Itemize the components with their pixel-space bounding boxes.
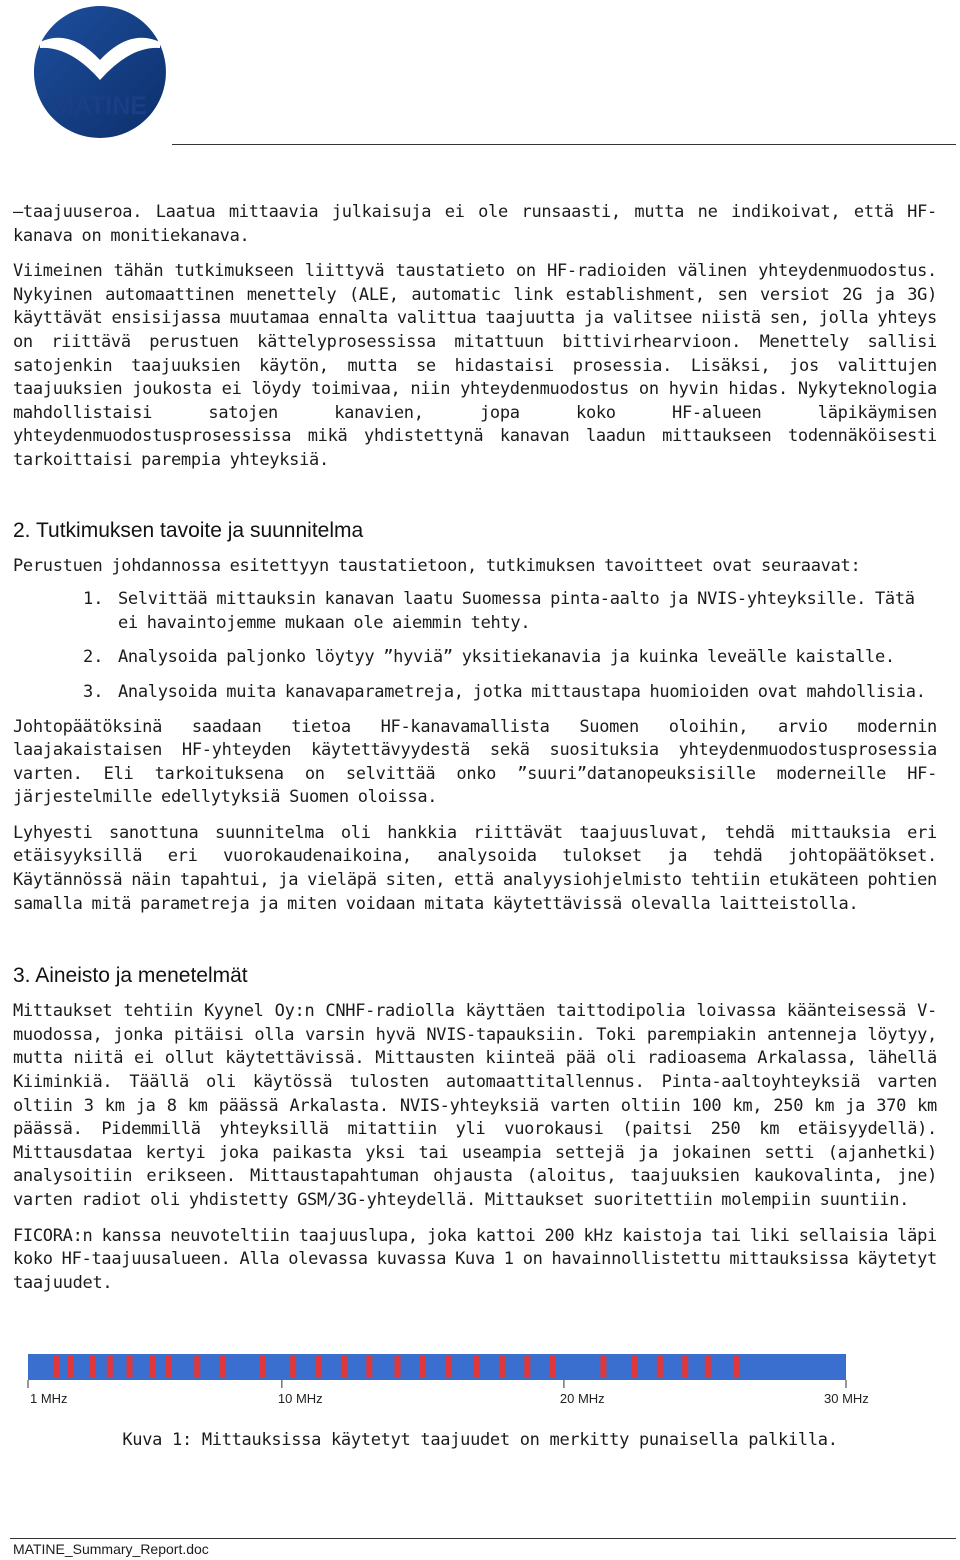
section-3-heading: 3. Aineisto ja menetelmät bbox=[13, 964, 248, 988]
frequency-marker bbox=[53, 1356, 59, 1378]
page-body bbox=[13, 201, 937, 1295]
frequency-marker bbox=[524, 1356, 530, 1378]
frequency-marker bbox=[290, 1356, 296, 1378]
frequency-marker bbox=[499, 1356, 505, 1378]
footer-rule bbox=[10, 1538, 956, 1539]
frequency-marker bbox=[705, 1356, 711, 1378]
frequency-marker bbox=[631, 1356, 637, 1378]
logo-text: MATINE bbox=[53, 92, 147, 120]
frequency-marker bbox=[420, 1356, 426, 1378]
frequency-marker bbox=[445, 1356, 451, 1378]
frequency-marker bbox=[149, 1356, 155, 1378]
frequency-marker bbox=[107, 1356, 113, 1378]
axis-tick-label: 10 MHz bbox=[277, 1391, 323, 1406]
matine-logo bbox=[30, 2, 170, 120]
frequency-marker bbox=[600, 1356, 606, 1378]
header-rule bbox=[172, 144, 956, 145]
axis-tick-label: 1 MHz bbox=[30, 1391, 68, 1406]
footer-filename: MATINE_Summary_Report.doc bbox=[13, 1541, 209, 1557]
paragraph-link-establishment: Viimeinen tähän tutkimukseen liittyvä taustatieto on HF-radioiden välinen yhteydenmuodostus. Nykyinen automaattinen menettely (ALE, automatic link establishment, sen versiot 2G ja 3G) käyttävät ensisijassa muutamaa ennalta valittua taajuutta ja valitsee niistä sen, jolla yhteys on riittävä perustuen kättelyprosessissa mitattuun bittivirhearvioon. Menettely sallisi satojenkin taajuuksien käytön, mutta se hidastaisi prosessia. Lisäksi, jos valittujen taajuuksien joukosta ei löydy toimivaa, niin yhteydenmuodostus on hyvin hidas. Nykyteknologia mahdollistaisi satojen kanavien, jopa koko HF-alueen läpikäymisen yhteydenmuodostusprosessissa mikä yhdistettynä kanavan laadun mittaukseen todennäköisesti tarkoittaisi parempia yhteyksiä. bbox=[13, 261, 937, 470]
list-item-text: Analysoida paljonko löytyy ”hyviä” yksitiekanavia ja kuinka leveälle kaistalle. bbox=[118, 647, 895, 668]
frequency-marker bbox=[90, 1356, 96, 1378]
frequency-marker bbox=[657, 1356, 663, 1378]
frequency-marker bbox=[682, 1356, 688, 1378]
paragraph-measurements: Mittaukset tehtiin Kyynel Oy:n CNHF-radiolla käyttäen taittodipolia loivassa käänteisessä V-muodossa, jonka pitäisi olla varsin hyvä NVIS-tapauksiin. Toki parempiakin antenneja löytyy, mutta niitä ei ollut käytettävissä. Mittausten kiinteä pää oli radioasema Arkalassa, lähellä Kiiminkiä. Täällä oli käytössä tulosten automaattitallennus. Pinta-aaltoyhteyksiä varten oltiin 3 km ja 8 km päässä Arkalasta. NVIS-yhteyksiä varten oltiin 100 km, 250 km ja 370 km päässä. Pidemmillä yhteyksillä mitattiin yli vuorokausi (paitsi 250 km etäisyydellä). Mittausdataa kertyi joka paikasta yksi tai useampia settejä ja jokainen setti (ajanhetki) analysoitiin erikseen. Mittaustapahtuman ohjausta (aloitus, taajuuksien kaukovalinta, jne) varten radiot oli yhdistetty GSM/3G-yhteydellä. Mittaukset suoritettiin molempiin suuntiin. bbox=[13, 1001, 937, 1210]
frequency-marker bbox=[259, 1356, 265, 1378]
paragraph-background-end: –taajuuseroa. Laatua mittaavia julkaisuja ei ole runsaasti, mutta ne indikoivat, että HF-kanava on monitiekanava. bbox=[13, 202, 937, 246]
paragraph-ficora: FICORA:n kanssa neuvoteltiin taajuuslupa, joka kattoi 200 kHz kaistoja tai liki sellaisia läpi koko HF-taajuusalueen. Alla olevassa kuvassa Kuva 1 on havainnollistettu mittauksissa käytetyt taajuudet. bbox=[13, 1225, 937, 1293]
frequency-marker bbox=[341, 1356, 347, 1378]
figure-caption: Kuva 1: Mittauksissa käytetyt taajuudet on merkitty punaisella palkilla. bbox=[122, 1430, 838, 1450]
list-item bbox=[13, 681, 937, 705]
frequency-marker bbox=[127, 1356, 133, 1378]
frequency-marker bbox=[733, 1356, 739, 1378]
frequency-marker bbox=[366, 1356, 372, 1378]
frequency-marker bbox=[166, 1356, 172, 1378]
axis-tick-label: 20 MHz bbox=[559, 1391, 605, 1406]
paragraph-plan: Lyhyesti sanottuna suunnitelma oli hankkia riittävät taajuusluvat, tehdä mittauksia eri etäisyyksillä eri vuorokaudenaikoina, analysoida tulokset ja tehdä johtopäätökset. Käytännössä näin tapahtui, ja vieläpä siten, että analyysiohjelmisto tehtiin etukäteen pohtien samalla mitä parametreja ja miten voidaan mitata käytettävissä olevalla laitteistolla. bbox=[13, 822, 937, 914]
list-item-text: Selvittää mittauksin kanavan laatu Suomessa pinta-aalto ja NVIS-yhteyksille. Tätä ei havaintojemme mukaan ole aiemmin tehty. bbox=[118, 589, 915, 633]
section-2-intro: Perustuen johdannossa esitettyyn taustatietoon, tutkimuksen tavoitteet ovat seuraavat: bbox=[13, 555, 861, 576]
frequency-marker bbox=[220, 1356, 226, 1378]
section-2-heading: 2. Tutkimuksen tavoite ja suunnitelma bbox=[13, 518, 364, 542]
frequency-marker bbox=[316, 1356, 322, 1378]
frequency-marker bbox=[194, 1356, 200, 1378]
frequency-marker bbox=[474, 1356, 480, 1378]
list-item-text: Analysoida muita kanavaparametreja, jotka mittaustapa huomioiden ovat mahdollisia. bbox=[118, 681, 926, 702]
list-item-number: 2. bbox=[83, 647, 104, 668]
frequency-figure bbox=[26, 1348, 869, 1408]
list-item-number: 1. bbox=[83, 589, 104, 610]
paragraph-conclusions: Johtopäätöksinä saadaan tietoa HF-kanavamallista Suomen oloihin, arvio modernin laajakaistaisen HF-yhteyden käytettävyydestä sekä suosituksia yhteydenmuodostusprosessia varten. Eli tarkoituksena on selvittää onko ”suuri”datanopeuksisille moderneille HF-järjestelmille edellytyksiä Suomen oloissa. bbox=[13, 716, 937, 808]
axis-tick-label: 30 MHz bbox=[824, 1391, 869, 1406]
frequency-marker bbox=[67, 1356, 73, 1378]
frequency-marker bbox=[550, 1356, 556, 1378]
list-item bbox=[13, 588, 937, 635]
list-item bbox=[13, 646, 937, 670]
frequency-marker bbox=[395, 1356, 401, 1378]
list-item-number: 3. bbox=[83, 681, 104, 702]
goals-list bbox=[13, 588, 937, 704]
